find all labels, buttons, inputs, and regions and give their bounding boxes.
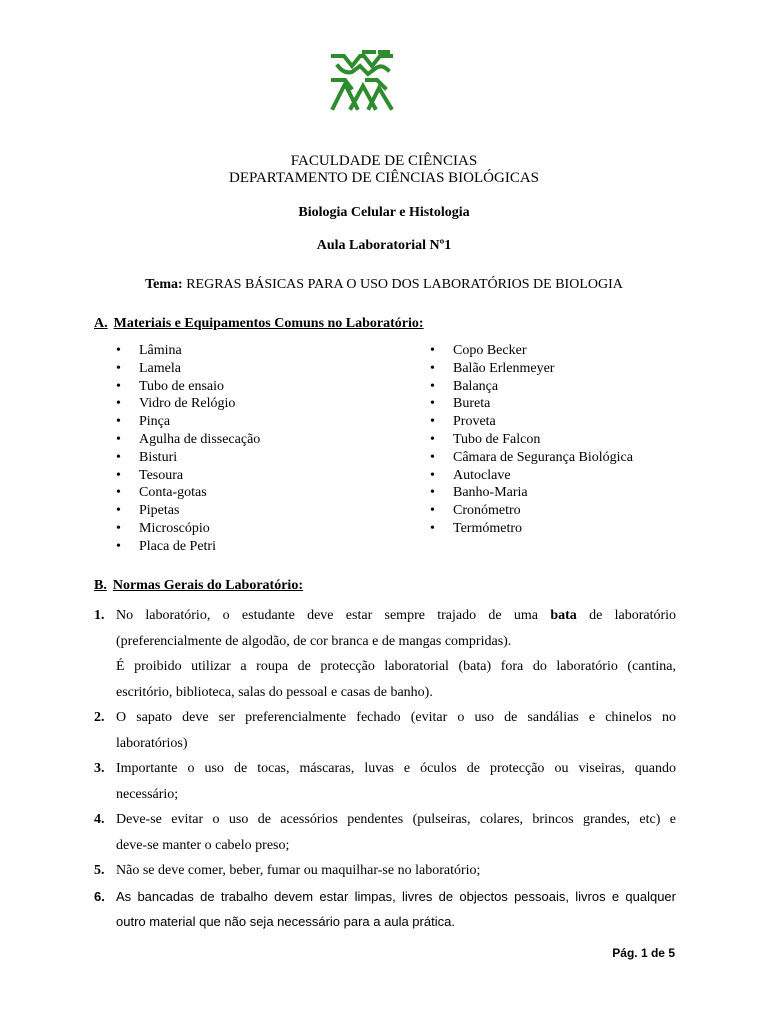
norm-number: 4. [94,812,105,827]
norm-text: escritório, biblioteca, salas do pessoal e casas de banho). [116,684,433,700]
norm-text: necessário; [116,786,179,802]
norm-text: (preferencialmente de algodão, de cor branca e de mangas compridas). [116,633,512,649]
list-item: • Vidro de Relógio [114,395,260,413]
theme-label: Tema: [145,277,183,292]
subject-title: Biologia Celular e Histologia [298,205,470,220]
list-item: • Bisturi [114,449,260,467]
list-item: • Tesoura [114,467,260,485]
norm-text: de laboratório [589,608,677,623]
list-item: • Bureta [428,395,633,413]
norms-list [94,603,676,935]
list-item: • Placa de Petri [114,538,260,556]
theme-text: REGRAS BÁSICAS PARA O USO DOS LABORATÓRIOS DE BIOLOGIA [186,277,623,292]
section-a-title: Materiais e Equipamentos Comuns no Laboratório: [113,316,424,331]
list-item: • Lamela [114,360,260,378]
materials-list-right [428,342,633,538]
norm-item-4 [94,807,676,858]
norm-text: deve-se manter o cabelo preso; [116,837,290,853]
faculty-name: FACULDADE DE CIÊNCIAS [290,153,478,169]
theme-line [0,277,768,293]
section-a-letter: A. [94,316,108,331]
norm-text: O sapato deve ser preferencialmente fechado (evitar o uso de sandálias e chinelos no [116,710,676,725]
norm-item-1 [94,603,676,705]
list-item: • Lâmina [114,342,260,360]
section-b-letter: B. [94,578,107,593]
norm-text: É proibido utilizar a roupa de protecção laboratorial (bata) fora do laboratório (cantina, [116,659,676,674]
list-item: • Autoclave [428,467,633,485]
norm-item-3 [94,756,676,807]
list-item: • Microscópio [114,520,260,538]
norm-text: As bancadas de trabalho devem estar limpas, livres de objectos pessoais, livros e qualquer [116,888,676,904]
norm-number: 3. [94,761,105,776]
list-item: • Câmara de Segurança Biológica [428,449,633,467]
list-item: • Balão Erlenmeyer [428,360,633,378]
materials-list-left [114,342,260,556]
list-item: • Agulha de dissecação [114,431,260,449]
norm-number: 5. [94,863,105,878]
list-item: • Copo Becker [428,342,633,360]
norm-text: No laboratório, o estudante deve estar sempre trajado de uma [116,608,539,623]
list-item: • Conta-gotas [114,484,260,502]
list-item: • Termómetro [428,520,633,538]
norm-item-5 [94,858,676,884]
norm-text: laboratórios) [116,735,188,751]
list-item: • Cronómetro [428,502,633,520]
section-b-heading [94,578,303,594]
department-name: DEPARTAMENTO DE CIÊNCIAS BIOLÓGICAS [229,170,539,186]
norm-text: Não se deve comer, beber, fumar ou maquilhar-se no laboratório; [116,863,481,878]
norm-item-6 [94,884,676,935]
list-item: • Tubo de Falcon [428,431,633,449]
lab-title: Aula Laboratorial Nº1 [316,238,452,253]
faculty-header [0,153,768,187]
norm-item-2 [94,705,676,756]
list-item: • Banho-Maria [428,484,633,502]
norm-text: outro material que não seja necessário para a aula prática. [116,914,455,929]
list-item: • Proveta [428,413,633,431]
list-item: • Tubo de ensaio [114,378,260,396]
norm-text: Importante o uso de tocas, máscaras, luvas e óculos de protecção ou viseiras, quando [116,761,676,776]
university-logo-icon [330,48,394,112]
page-number: Pág. 1 de 5 [612,946,675,960]
norm-number: 1. [94,608,105,623]
norm-number: 2. [94,710,105,725]
list-item: • Pipetas [114,502,260,520]
norm-text: Deve-se evitar o uso de acessórios pendentes (pulseiras, colares, brincos grandes, etc) e [116,812,676,827]
norm-bold-text: bata [550,608,577,623]
list-item: • Pinça [114,413,260,431]
norm-number: 6. [94,888,105,904]
list-item: • Balança [428,378,633,396]
section-b-title: Normas Gerais do Laboratório: [112,578,303,593]
section-a-heading [94,316,424,332]
